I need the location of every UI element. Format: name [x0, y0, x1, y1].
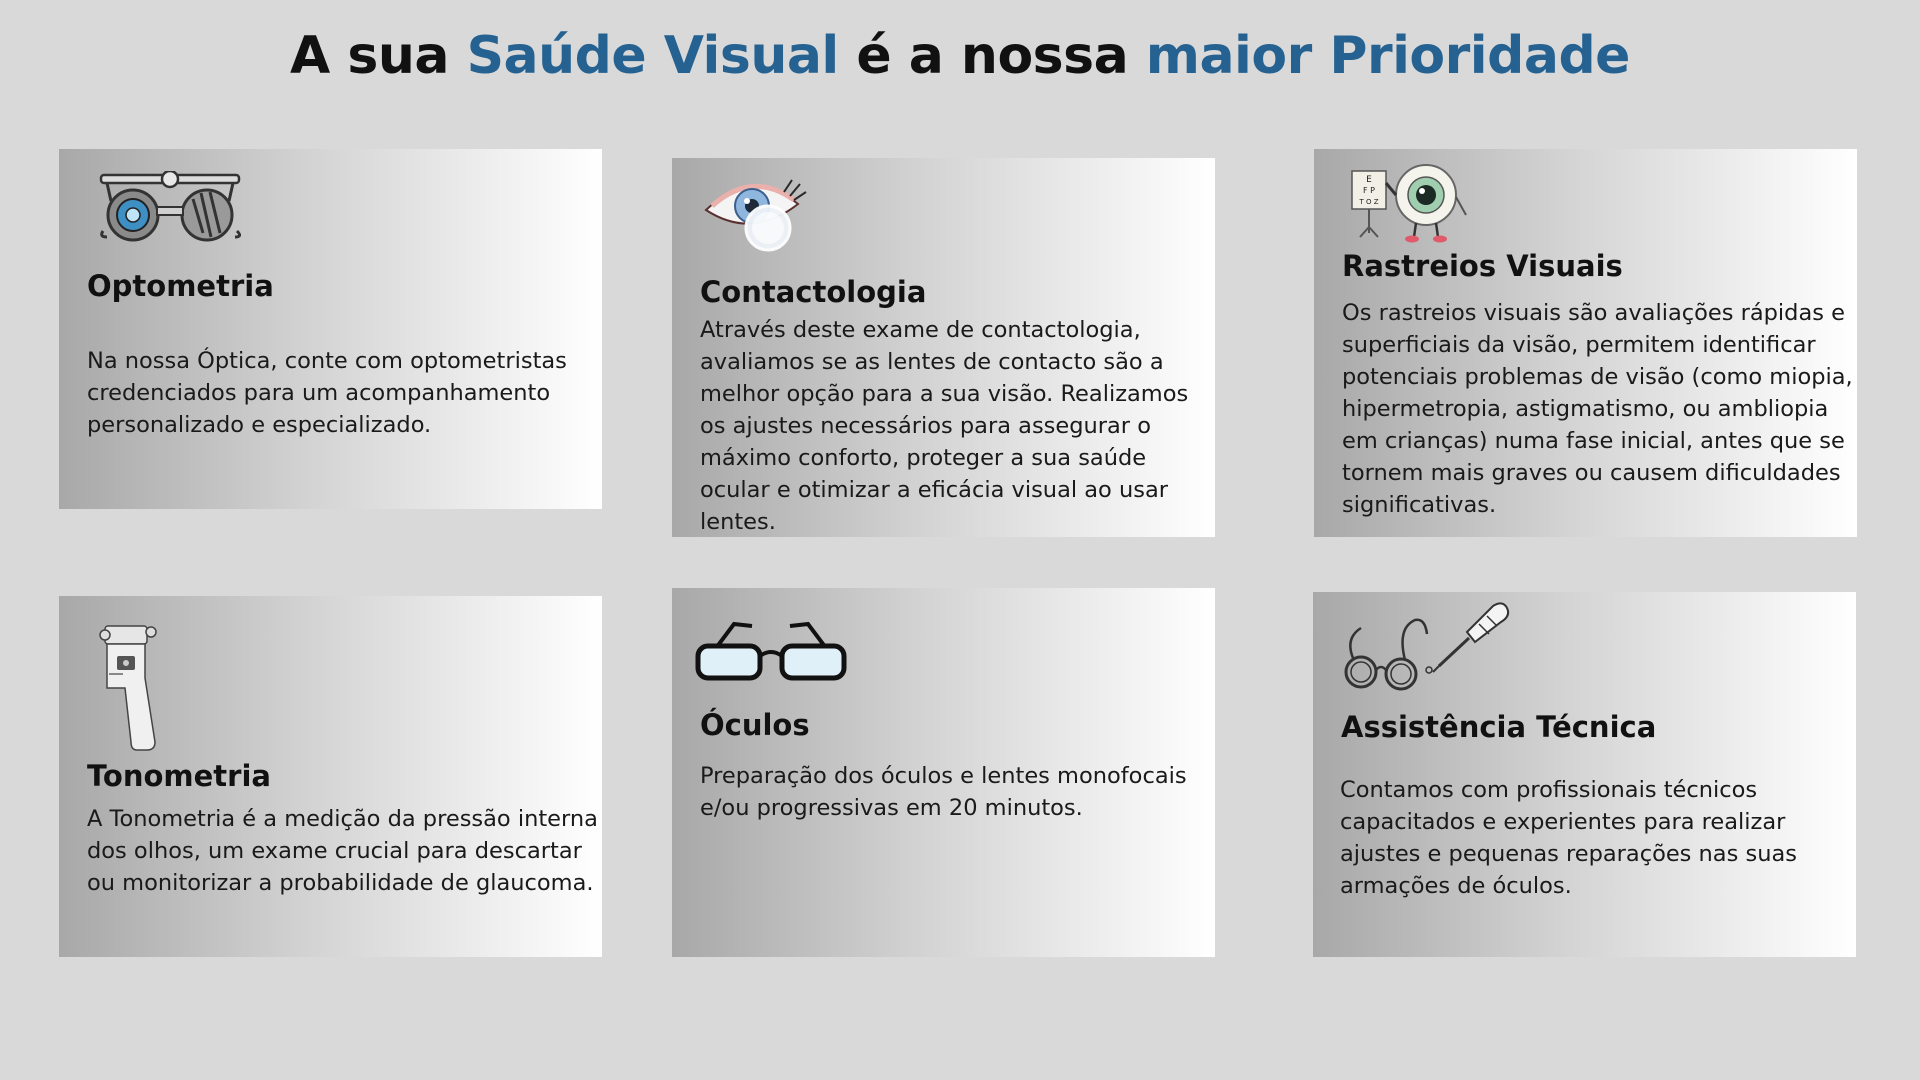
card-title: Contactologia [700, 275, 927, 309]
tonometer-icon [95, 622, 163, 758]
eye-chart-mascot-icon [1350, 157, 1474, 249]
glasses-icon [694, 620, 848, 688]
card-title: Rastreios Visuais [1342, 249, 1623, 283]
card-contactologia [672, 158, 1215, 537]
title-accent-2: maior Prioridade [1145, 26, 1630, 86]
trial-frame-icon [97, 171, 243, 247]
title-accent-1: Saúde Visual [466, 26, 839, 86]
page-title [0, 26, 1920, 86]
card-title: Óculos [700, 708, 810, 742]
eye-contact-lens-icon [702, 170, 814, 258]
card-oculos [672, 588, 1215, 957]
card-tonometria [59, 596, 602, 957]
card-title: Optometria [87, 269, 274, 303]
chart-letter-row-2: F P [1363, 186, 1375, 195]
card-description: Preparação dos óculos e lentes monofocais e/ou progressivas em 20 minutos. [700, 763, 1187, 821]
card-description: Contamos com profissionais técnicos capacitados e experientes para realizar ajustes e pequenas reparações nas suas armações de óculos. [1340, 777, 1797, 899]
card-rastreios-visuais [1314, 149, 1857, 537]
card-description: Através deste exame de contactologia, avaliamos se as lentes de contacto são a melhor opção para a sua visão. Realizamos os ajustes necessários para assegurar o máximo conforto, proteger a sua saúde ocular e otimizar a eficácia visual ao usar lentes. [700, 317, 1189, 535]
chart-letter-row-3: T O Z [1359, 198, 1379, 206]
card-assistencia-tecnica [1313, 592, 1856, 957]
card-description: Na nossa Óptica, conte com optometristas credenciados para um acompanhamento personalizado e especializado. [87, 348, 567, 438]
glasses-screwdriver-icon [1339, 598, 1515, 702]
chart-letter-row-1: E [1366, 175, 1372, 185]
card-description: Os rastreios visuais são avaliações rápidas e superficiais da visão, permitem identificar potenciais problemas de visão (como miopia, hipermetropia, astigmatismo, ou ambliopia em crianças) numa fase inicial, antes que se tornem mais graves ou causem dificuldades significativas. [1342, 300, 1853, 518]
title-part-1: A sua [290, 26, 467, 86]
card-description: A Tonometria é a medição da pressão interna dos olhos, um exame crucial para descartar ou monitorizar a probabilidade de glaucoma. [87, 806, 598, 896]
card-title: Assistência Técnica [1341, 710, 1657, 744]
card-optometria [59, 149, 602, 509]
title-part-3: é a nossa [838, 26, 1146, 86]
card-title: Tonometria [87, 759, 271, 793]
